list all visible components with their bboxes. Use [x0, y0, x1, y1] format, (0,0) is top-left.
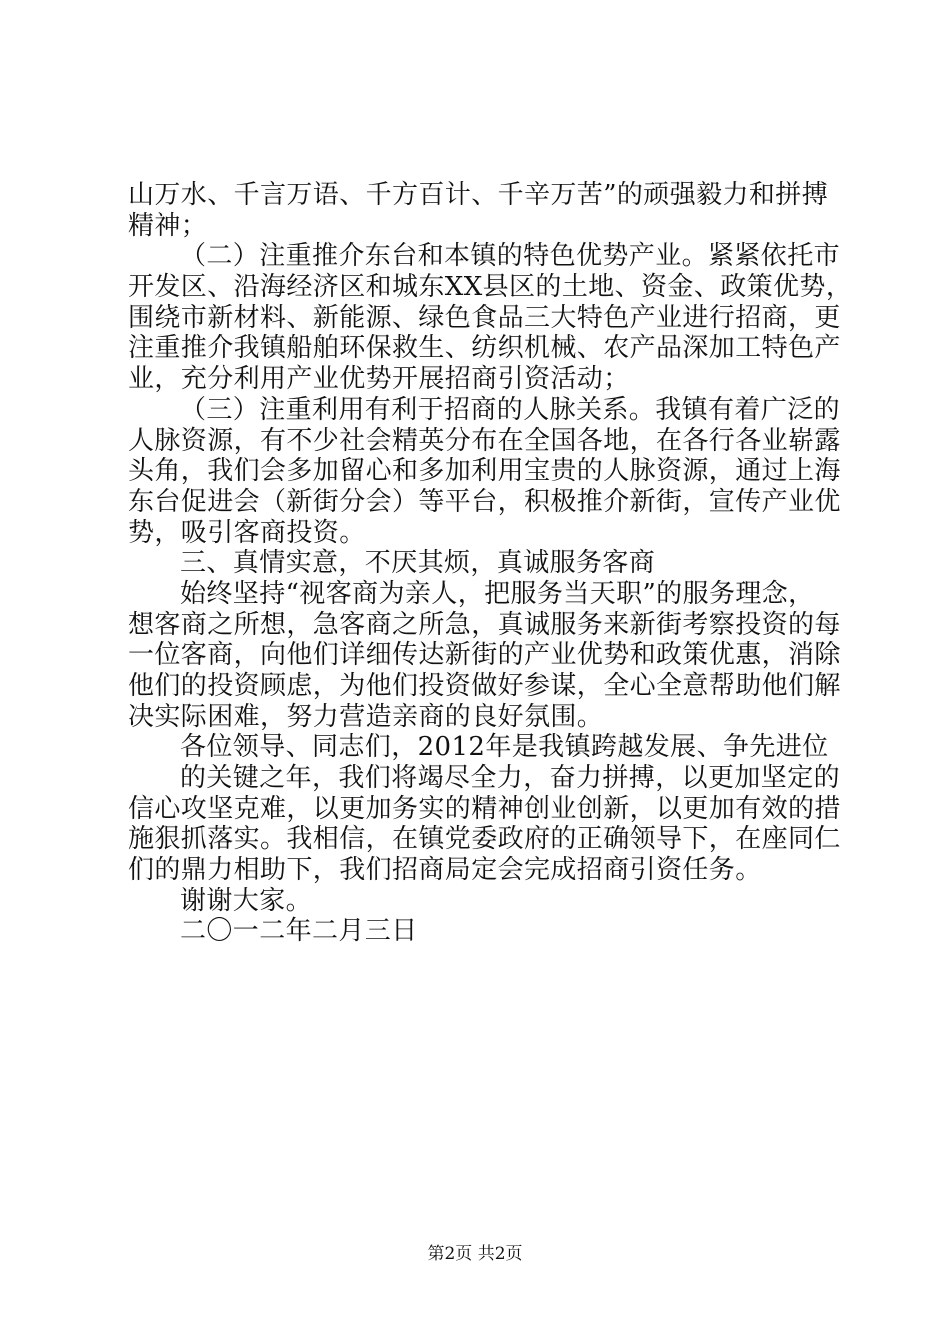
body-line: 施狠抓落实。我相信，在镇党委政府的正确领导下，在座同仁	[128, 824, 841, 854]
body-line: 东台促进会（新街分会）等平台，积极推介新街，宣传产业优	[128, 487, 841, 517]
body-line: 信心攻坚克难，以更加务实的精神创业创新，以更加有效的措	[128, 794, 841, 824]
document-date: 二〇一二年二月三日	[180, 916, 418, 946]
body-line: 势，吸引客商投资。	[128, 518, 366, 548]
body-line: 围绕市新材料、新能源、绿色食品三大特色产业进行招商，更	[128, 303, 841, 333]
body-line: 人脉资源，有不少社会精英分布在全国各地，在各行各业崭露	[128, 426, 841, 456]
body-line: 始终坚持“视客商为亲人，把服务当天职”的服务理念，	[180, 579, 815, 609]
body-line: 精神；	[128, 211, 208, 241]
body-line: 一位客商，向他们详细传达新街的产业优势和政策优惠，消除	[128, 640, 841, 670]
closing-line: 谢谢大家。	[180, 886, 313, 916]
section-heading: 三、真情实意，不厌其烦，真诚服务客商	[180, 548, 656, 578]
body-line: 们的鼎力相助下，我们招商局定会完成招商引资任务。	[128, 855, 762, 885]
body-line: 注重推介我镇船舶环保救生、纺织机械、农产品深加工特色产	[128, 333, 841, 363]
body-line: 的关键之年，我们将竭尽全力，奋力拼搏，以更加坚定的	[180, 763, 841, 793]
body-line: （二）注重推介东台和本镇的特色优势产业。紧紧依托市	[180, 241, 841, 271]
body-line: 他们的投资顾虑，为他们投资做好参谋，全心全意帮助他们解	[128, 671, 841, 701]
body-line: 业，充分利用产业优势开展招商引资活动；	[128, 364, 630, 394]
body-line: 想客商之所想，急客商之所急，真诚服务来新街考察投资的每	[128, 610, 841, 640]
body-line: 山万水、千言万语、千方百计、千辛万苦”的顽强毅力和拼搏	[128, 180, 829, 210]
body-line: 头角，我们会多加留心和多加利用宝贵的人脉资源，通过上海	[128, 456, 841, 486]
body-line: （三）注重利用有利于招商的人脉关系。我镇有着广泛的	[180, 395, 841, 425]
page-number-footer: 第2页 共2页	[427, 1244, 523, 1264]
body-line: 决实际困难，努力营造亲商的良好氛围。	[128, 702, 604, 732]
body-line: 各位领导、同志们，2012年是我镇跨越发展、争先进位	[180, 732, 829, 762]
body-line: 开发区、沿海经济区和城东XX县区的土地、资金、政策优势，	[128, 272, 853, 302]
